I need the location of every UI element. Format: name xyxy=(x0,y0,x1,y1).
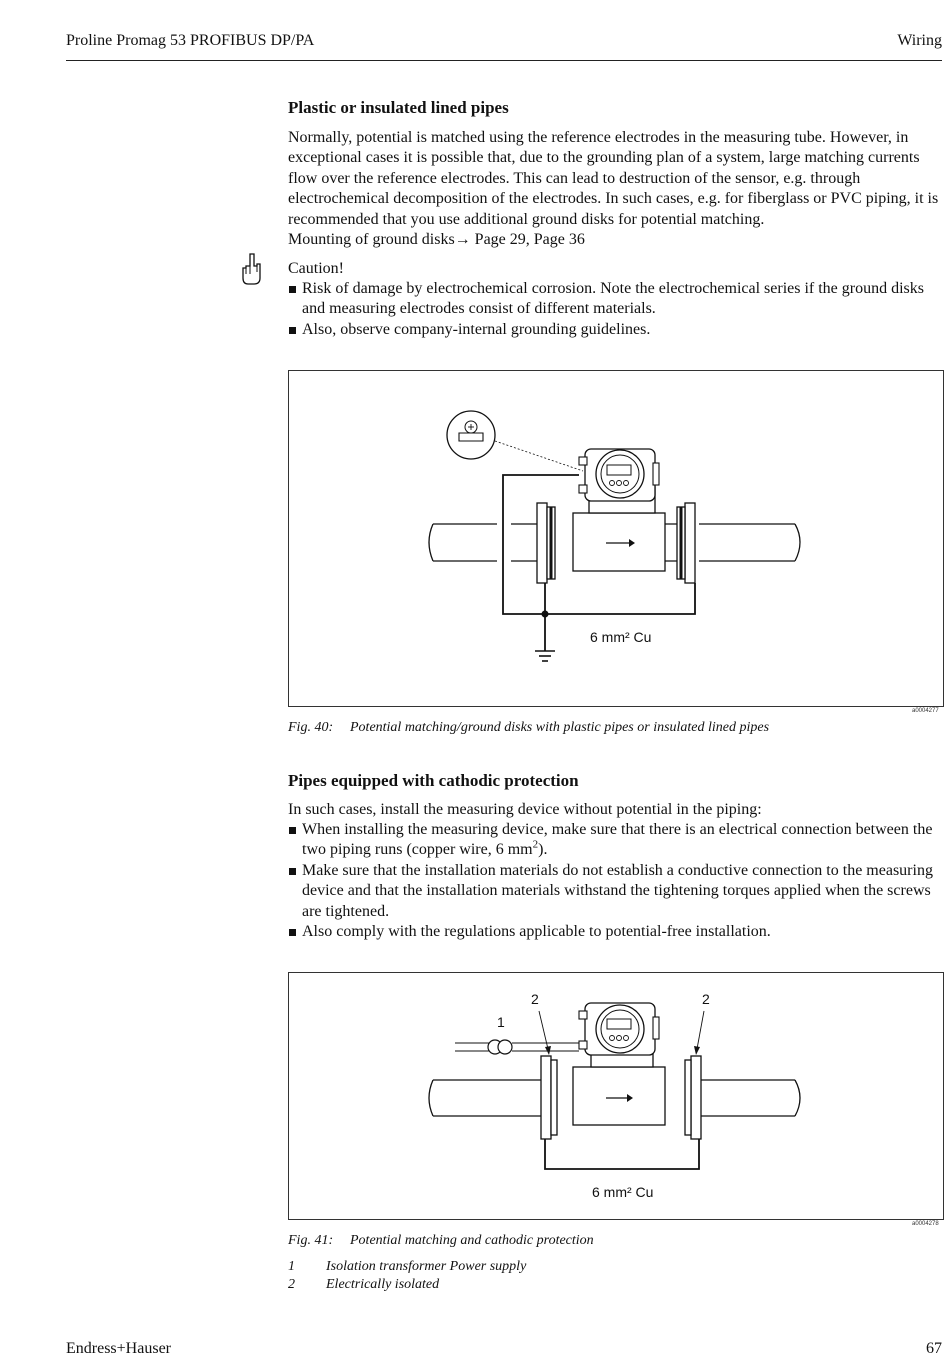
header-section: Wiring xyxy=(897,32,942,49)
figure-40-diagram xyxy=(289,371,943,706)
list-item: Make sure that the installation materials do not establish a conductive connection to the measuring device and that the installation materials withstand the tightening torques applied when the screws are tightened. xyxy=(288,861,942,922)
footer-brand: Endress+Hauser xyxy=(66,1340,171,1357)
wire-label: 6 mm² Cu xyxy=(592,1184,654,1200)
mounting-reference: Mounting of ground disks→ Page 29, Page 36 xyxy=(288,231,585,249)
figure-40-id: a0004277 xyxy=(912,708,939,714)
caution-label: Caution! xyxy=(288,260,344,277)
figure-41 xyxy=(288,972,944,1220)
list-item: When installing the measuring device, make sure that there is an electrical connection between the two piping runs (copper wire, 6 $mm^2$). xyxy=(288,820,942,861)
figure-41-diagram xyxy=(289,973,943,1219)
hand-pointing-icon xyxy=(240,252,264,291)
figure-41-legend xyxy=(288,1258,526,1294)
page-number: 67 xyxy=(926,1340,942,1357)
section2-intro: In such cases, install the measuring device without potential in the piping: xyxy=(288,801,762,818)
figure-41-id: a0004278 xyxy=(912,1221,939,1227)
list-item: Also, observe company-internal grounding guidelines. xyxy=(288,320,942,340)
list-item: Also comply with the regulations applicable to potential-free installation. xyxy=(288,922,942,942)
section1-paragraph: Normally, potential is matched using the reference electrodes in the measuring tube. However, in exceptional cases it is possible that, due to the grounding plan of a system, large matching currents flow over the reference electrodes. This can lead to destruction of the sensor, e.g. through electrochemical decomposition of the electrodes. In such cases, e.g. for fiberglass or PVC piping, it is recommended that you use additional ground disks for potential matching. Mounting of ground disks→ Page 29, Page 36 xyxy=(288,129,939,249)
figure-40-caption: Fig. 40: Potential matching/ground disks with plastic pipes or insulated lined pipes xyxy=(288,720,770,735)
section-title-cathodic-protection: Pipes equipped with cathodic protection xyxy=(288,771,579,790)
figure-40 xyxy=(288,370,944,707)
section-title-plastic-pipes: Plastic or insulated lined pipes xyxy=(288,98,509,117)
wire-label: 6 mm² Cu xyxy=(590,629,652,645)
figure-41-caption: Fig. 41: Potential matching and cathodic protection xyxy=(288,1233,594,1248)
callout-1: 1 xyxy=(497,1014,505,1030)
page-header xyxy=(66,30,942,61)
legend-item: 1 Isolation transformer Power supply xyxy=(288,1259,527,1274)
legend-item: 2 Electrically isolated xyxy=(288,1277,440,1292)
header-title: Proline Promag 53 PROFIBUS DP/PA xyxy=(66,32,315,49)
callout-2-right: 2 xyxy=(702,991,710,1007)
callout-2-left: 2 xyxy=(531,991,539,1007)
section2-bullets xyxy=(288,820,942,942)
caution-bullets xyxy=(288,279,942,340)
list-item: Risk of damage by electrochemical corrosion. Note the electrochemical series if the ground disks and measuring electrodes consist of different materials. xyxy=(288,279,942,320)
